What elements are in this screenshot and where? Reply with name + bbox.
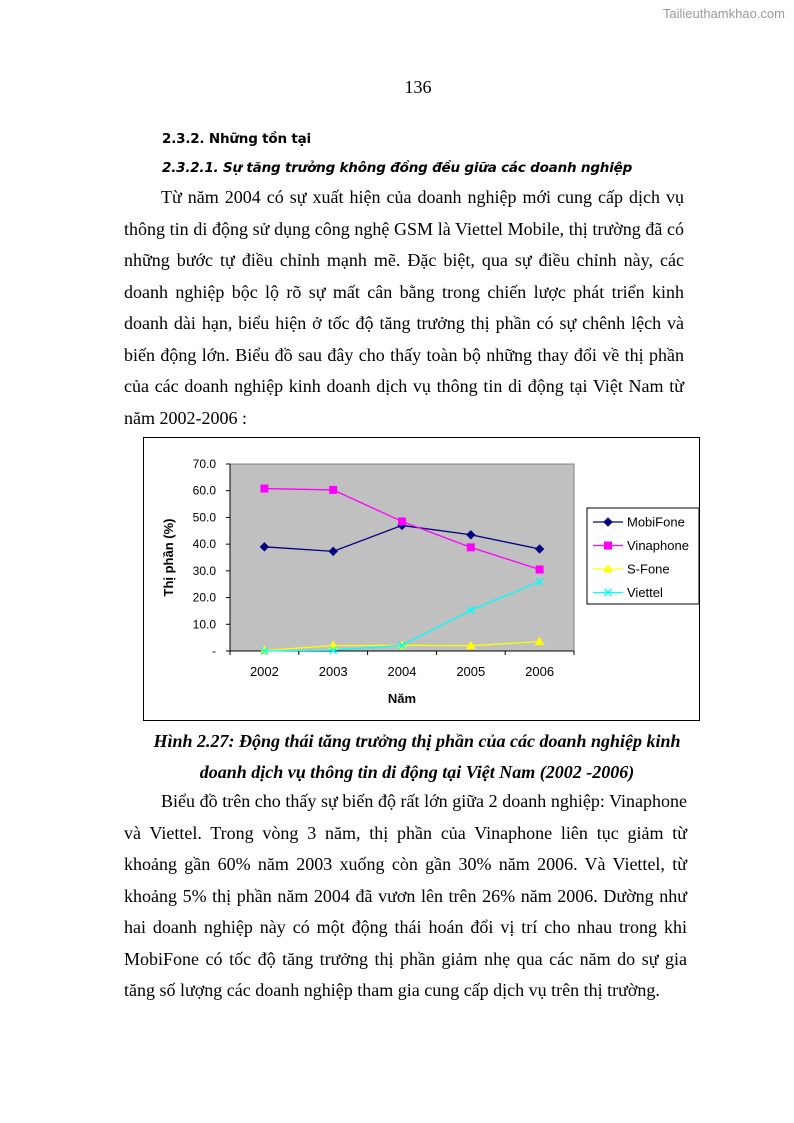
legend-label-mobifone: MobiFone (627, 514, 685, 530)
y-tick-label: 40.0 (192, 537, 216, 552)
y-tick-label: 30.0 (192, 563, 216, 578)
y-tick-label: - (212, 644, 216, 658)
data-point-vinaphone (261, 485, 268, 492)
intro-paragraph (124, 182, 684, 434)
data-point-vinaphone (536, 566, 543, 573)
y-tick-label: 50.0 (192, 510, 216, 525)
caption-line-1: Hình 2.27: Động thái tăng trưởng thị phần của các doanh nghiệp kinh (153, 731, 681, 751)
analysis-paragraph-text: Biểu đồ trên cho thấy sự biến độ rất lớn giữa 2 doanh nghiệp: Vinaphone và Viettel. Trong vòng 3 năm, thị phần của Vinaphone liên tục giảm từ khoảng gần 60% năm 2003 xuống còn gần 30% năm 2006. Và Viettel, từ khoảng 5% thị phần năm 2004 đã vươn lên trên 26% năm 2006. Dường như hai doanh nghiệp này có một động thái hoán đổi vị trí cho nhau trong khi MobiFone có tốc độ tăng trưởng thị phần giảm nhẹ qua các năm do sự gia tăng số lượng các doanh nghiệp tham gia cung cấp dịch vụ trên thị trường. (124, 791, 687, 1000)
data-point-vinaphone (467, 544, 474, 551)
y-tick-label: 70.0 (192, 457, 216, 471)
legend-marker-vinaphone (605, 542, 612, 549)
x-axis-title: Năm (387, 691, 417, 706)
watermark: Tailieuthamkhao.com (662, 6, 785, 21)
y-tick-label: 60.0 (192, 483, 216, 498)
x-tick-label: 2006 (525, 664, 555, 679)
x-tick-label: 2005 (456, 664, 486, 679)
x-tick-label: 2003 (318, 664, 348, 679)
section-heading: 2.3.2. Những tồn tại (162, 131, 311, 147)
y-tick-label: 20.0 (192, 590, 216, 605)
analysis-paragraph (124, 786, 687, 1007)
market-share-chart (143, 437, 700, 721)
y-axis-title: Thị phần (%) (161, 518, 176, 597)
chart-svg (144, 438, 701, 722)
x-tick-label: 2002 (249, 664, 279, 679)
intro-paragraph-text: Từ năm 2004 có sự xuất hiện của doanh nghiệp mới cung cấp dịch vụ thông tin di động sử dụng công nghệ GSM là Viettel Mobile, thị trường đã có những bước tự điều chỉnh mạnh mẽ. Đặc biệt, qua sự điều chỉnh này, các doanh nghiệp bộc lộ rõ sự mất cân bằng trong chiến lược phát triển kinh doanh dài hạn, biểu hiện ở tốc độ tăng trưởng thị phần có sự chênh lệch và biến động lớn. Biểu đồ sau đây cho thấy toàn bộ những thay đổi về thị phần của các doanh nghiệp kinh doanh dịch vụ thông tin di động tại Việt Nam từ năm 2002-2006 : (124, 187, 684, 428)
x-tick-label: 2004 (387, 664, 417, 679)
legend-label-viettel: Viettel (627, 585, 663, 600)
y-tick-label: 10.0 (192, 617, 216, 632)
legend-label-vinaphone: Vinaphone (627, 538, 689, 553)
data-point-vinaphone (399, 518, 406, 525)
figure-caption (124, 726, 710, 788)
caption-line-2: doanh dịch vụ thông tin di động tại Việt Nam (2002 -2006) (199, 762, 635, 782)
page-number: 136 (404, 77, 432, 97)
legend-label-s-fone: S-Fone (627, 561, 670, 577)
plot-area (230, 464, 574, 651)
data-point-vinaphone (330, 486, 337, 493)
subsection-heading: 2.3.2.1. Sự tăng trưởng không đồng đều giữa các doanh nghiệp (162, 160, 633, 176)
